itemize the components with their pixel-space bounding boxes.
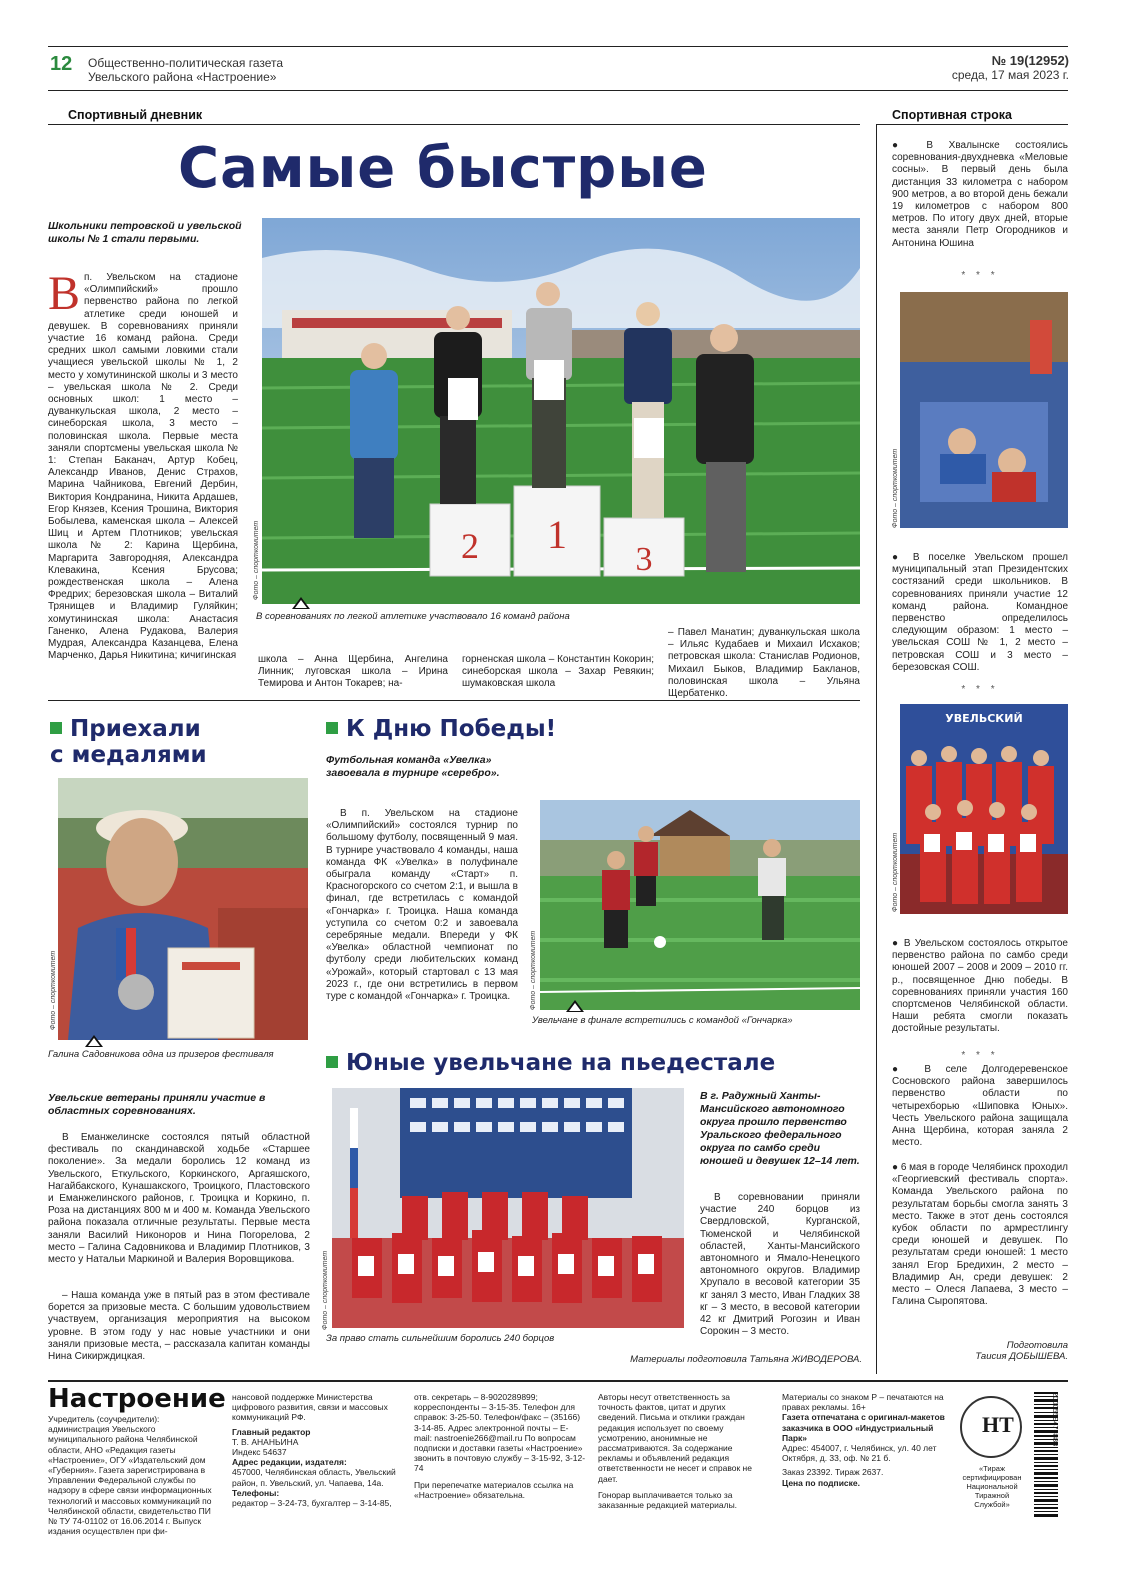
victory-photo-caption: Увельчане в финале встретились с командой «Гончарка» bbox=[532, 1015, 793, 1026]
tirazh-stamp-text: «Тираж сертифицирован Национальной Тиражной Службой» bbox=[962, 1464, 1022, 1509]
pedestal-article-author: Материалы подготовила Татьяна ЖИВОДЕРОВА. bbox=[630, 1354, 862, 1365]
sidebar-item-5: ● 6 мая в городе Челябинск проходил «Георгиевский фестиваль спорта». Команда Увельского района по результатам борьбы смогла занять 3 место. Также в этот день состоялся кубок области по армрестлингу среди юношей и девушек. По результатам среди юношей: 1 место занял Егор Бредихин, 2 место – Владимир Ан, среди девушек: 2 место – Олеся Лапаева, 3 место – Галина Сыропятова. bbox=[892, 1162, 1068, 1308]
section-rule-right bbox=[876, 124, 1068, 125]
section-square-icon bbox=[326, 722, 338, 734]
pedestal-article-body: В соревновании приняли участие 240 борцов из Свердловской, Курганской, Тюменской и Челябинской областей, Ханты-Мансийского автономного и Ямало-Ненецкого автономного округов. Владимир Хрупало в весовой категории 35 кг занял 3 место, Иван Гладких 38 кг – 3 место, в весовой категории 42 кг Дмитрий Рогозин и Иван Сорокин – 3 место. bbox=[700, 1192, 860, 1338]
footer-phones-label: Телефоны: bbox=[232, 1487, 280, 1498]
main-article-lead: Школьники петровской и увельской школы № 1 стали первыми. bbox=[48, 220, 242, 245]
paper-line-2: Увельского района «Настроение» bbox=[88, 70, 277, 84]
footer-ministry: нансовой поддержке Министерства цифрового развития, связи и массовых коммуникаций РФ. bbox=[232, 1392, 388, 1423]
pedestal-photo-credit: Фото – спорткомитет bbox=[322, 1250, 329, 1330]
sidebar-vertical-rule bbox=[876, 124, 877, 1374]
footer-founders: Учредитель (соучредители): администрация Увельского муниципального района Челябинской области, АНО «Редакция газеты «Настроение», ОГУ «Издательский дом «Губерния». Газета зарегистрирована в Управлении Федеральной службы по надзору в сфере связи информационных технологий и массовых коммуникаций по Челябинской области, свидетельство ПИ № ТУ 74-01102 от 16.06.2014 г. Выпуск издания осуществлен при фи- bbox=[48, 1414, 212, 1537]
pedestal-article-title bbox=[326, 1050, 775, 1076]
football-photo-illustration bbox=[540, 800, 860, 1010]
issue-info bbox=[952, 54, 1069, 82]
footer-responsibility: Авторы несут ответственность за точность фактов, цитат и других сведений. Письма и отклики граждан редакция использует по своему усмотрению, анонимные не рассматриваются. За содержание рекламы и объявлений редакция ответственности не несет и справок не дает. bbox=[598, 1392, 752, 1484]
main-article-col3: горненская школа – Константин Кокорин; синеборская школа – Захар Ревякин; шумаковская школа bbox=[462, 654, 654, 690]
sidebar-separator-2: * * * bbox=[961, 684, 999, 695]
dropcap: В bbox=[48, 267, 81, 320]
sidebar-photo-1 bbox=[900, 292, 1068, 528]
tirazh-stamp-icon: НТ bbox=[960, 1396, 1022, 1458]
medals-article-photo bbox=[58, 778, 308, 1040]
sambo-banner-photo-illustration bbox=[900, 704, 1068, 914]
footer-index: Индекс 54637 bbox=[232, 1447, 287, 1458]
sidebar-photo-1-credit: Фото – спорткомитет bbox=[892, 448, 899, 528]
footer-phones: редактор – 3-24-73, бухгалтер – 3-14-85, bbox=[232, 1498, 392, 1509]
sidebar-item-1: ● В Хвалынске состоялись соревнования-двухдневка «Меловые сосны». В первый день была дистанция 33 километра с набором 900 метров, а во второй день бежали 19 километров с набором 800 метров. По итогу двух дней, вторые места заняли Петр Огородников и Антонина Юшина bbox=[892, 140, 1068, 249]
sidebar-item-4: ● В селе Долгодеревенское Сосновского района завершилось первенство области по четырехборью «Шиповка Юных». Честь Увельского района защищала Анна Щербина, которая заняла 2 место. bbox=[892, 1064, 1068, 1149]
footer-editor-name: Т. В. АНАНЬИНА bbox=[232, 1436, 299, 1447]
paper-line-1: Общественно-политическая газета bbox=[88, 56, 284, 70]
header-bottom-rule bbox=[48, 90, 1068, 91]
page-number: 12 bbox=[50, 53, 73, 75]
svg-text:2: 2 bbox=[461, 526, 479, 566]
footer-fee-note: Гонорар выплачивается только за заказанные редакцией материалы. bbox=[598, 1489, 738, 1511]
main-article-col2: школа – Анна Щербина, Ангелина Линник; луговская школа – Ирина Темирова и Антон Токарев; на- bbox=[258, 654, 448, 690]
footer-editor-label: Главный редактор bbox=[232, 1426, 311, 1437]
podium-photo-illustration bbox=[262, 218, 860, 604]
medals-photo-credit: Фото – спорткомитет bbox=[50, 950, 57, 1030]
sambo-team-photo-illustration bbox=[332, 1088, 684, 1328]
pedestal-article-lead: В г. Радужный Ханты-Мансийского автономного округа прошло первенство Уральского федерального округа по самбо среди юношей и девушек 12–14 лет. bbox=[700, 1090, 860, 1167]
victory-photo-marker bbox=[566, 1000, 584, 1012]
svg-text:3: 3 bbox=[635, 541, 653, 578]
medals-article-p2: – Наша команда уже в пятый раз в этом фестивале борется за призовые места. С большим удовольствием участвуем, организация мероприятия на высоком уровне. В этом году у нас новые участники и они заняли призовые места, – рассказала капитан команды Нина Сикирждицкая. bbox=[48, 1290, 310, 1363]
section-rule-left bbox=[48, 124, 860, 125]
footer-contacts: отв. секретарь – 8-9020289899; корреспонденты – 3-15-35. Телефон для справок: 3-25-50. Телефон/факс – (35166) 3-14-85. Адрес электронной почты – E-mail: nastroenie266@mail.ru По вопросам подписки и доставки газеты «Настроение» звонить в почтовую службу – 3-15-92, 3-12-74 bbox=[414, 1392, 586, 1474]
barcode-number: 2000559478888 bbox=[1051, 1392, 1060, 1447]
main-photo-marker bbox=[292, 597, 310, 609]
main-photo-credit: Фото – спорткомитет bbox=[253, 520, 260, 600]
footer-reprint-note: При перепечатке материалов ссылка на «Настроение» обязательна. bbox=[414, 1479, 574, 1500]
medals-article-lead: Увельские ветераны приняли участие в областных соревнованиях. bbox=[48, 1092, 266, 1117]
victory-article-lead: Футбольная команда «Увелка» завоевала в турнире «серебро». bbox=[326, 754, 500, 779]
footer-col3 bbox=[414, 1392, 586, 1500]
sidebar-separator-1: * * * bbox=[961, 270, 999, 281]
footer-col4 bbox=[598, 1392, 758, 1510]
main-article-col1-text: п. Увельском на стадионе «Олимпийский» прошло первенство района по легкой атлетике среди юношей и девушек. В соревнованиях приняли участие 16 команд района. Среди средних школ самыми ловкими стали учащиеся увельской школы № 1, 2 место у хомутининской школы и 3 место – увельская школа № 2. Среди основных школ: 1 место – дуванкульская школа, 2 место – синеборская школа, 3 место – половинская школа. Первые места заняли спортсмены увельская школа № 1: Степан Баканач, Артур Кобец, Александр Иванов, Денис Страхов, Марина Чайникова, Евгений Дербин, Виктория Кондранина, Никита Ардашев, Егор Князев, Ксения Трошина, Виктория Бобылева, каменская школа – Алексей Шиц и Артем Плотников; увельская школа № 2: Карина Щербина, Маргарита Завгородняя, Александра Клевакина, Ксения Брусова; рождественская школа – Алена Фредрих; березовская школа – Виталий Трянищев и Владимир Гуляйкин; хомутининская школа: Анастасия Ганенко, Алена Рудакова, Валерия Мудрая, Александра Казанцева, Елена Марченко, Дарья Никитина; кичигинская bbox=[48, 272, 238, 662]
main-article-photo bbox=[262, 218, 860, 604]
sidebar-item-3: ● В Увельском состоялось открытое первенство района по самбо среди юношей 2007 – 2008 и 2009 – 2010 гг. р., посвященное Дню победы. В соревнованиях приняли участия 160 спортсменов Челябинской области. Наши ребята смогли показать достойные результаты. bbox=[892, 938, 1068, 1035]
section-square-icon bbox=[326, 1056, 338, 1068]
pedestal-article-photo bbox=[332, 1088, 684, 1328]
section-label-right: Спортивная строка bbox=[892, 108, 1012, 122]
medals-photo-caption: Галина Садовникова одна из призеров фестиваля bbox=[48, 1049, 274, 1060]
footer-col5 bbox=[782, 1392, 954, 1488]
main-article-col4: – Павел Манатин; дуванкульская школа – Ильяс Кудабаев и Михаил Исхаков; петровская школа: Станислав Родионов, Михаил Быков, Владимир Бакланов, половинская школа – Ульяна Щербатенко. bbox=[668, 627, 860, 700]
medals-article-p1: В Еманжелинске состоялся пятый областной фестиваль по скандинавской ходьбе «Старшее поколение». За медали боролись 12 команд из Увельского, Еткульского, Коркинского, Аргаяшского, Нагайбакского, Кунашакского, Троицкого, Пластовского и Еманжелинского районов, г. Троицка и Коркино, п. Роза на дистанциях 800 м и 400 м. Команда Увельского района показала отличные результаты. Первые места заняли Василий Никоноров и Нина Погорелова, 2 место – Галина Садовникова и Владимир Плотников, 3 место у Натальи Маркиной и Валерия Воровщикова. bbox=[48, 1132, 310, 1266]
issue-date: среда, 17 мая 2023 г. bbox=[951, 68, 1069, 82]
footer-ads-note: Материалы со знаком Р – печатаются на правах рекламы. 16+ bbox=[782, 1392, 944, 1413]
medals-title-line1: Приехали bbox=[70, 716, 201, 742]
victory-photo-credit: Фото – спорткомитет bbox=[530, 930, 537, 1010]
footer-printing: Газета отпечатана с оригинал-макетов заказчика в ООО «Индустриальный Парк» bbox=[782, 1412, 945, 1443]
pedestal-photo-caption: За право стать сильнейшим боролись 240 борцов bbox=[326, 1333, 555, 1344]
footer-printer-address: Адрес: 454007, г. Челябинск, ул. 40 лет Октября, д. 33, оф. № 21 б. bbox=[782, 1443, 937, 1464]
victory-title-text: К Дню Победы! bbox=[346, 716, 557, 742]
footer-col2 bbox=[232, 1392, 396, 1508]
svg-text:1: 1 bbox=[547, 512, 567, 557]
section-square-icon bbox=[50, 722, 62, 734]
main-article-col1 bbox=[48, 267, 238, 692]
mid-rule bbox=[48, 700, 860, 701]
sidebar-author-line1: Подготовила bbox=[1006, 1340, 1068, 1351]
victory-article-photo bbox=[540, 800, 860, 1010]
barcode-icon bbox=[1034, 1392, 1066, 1520]
wrestling-photo-illustration bbox=[900, 292, 1068, 528]
pedestal-title-text: Юные увельчане на пьедестале bbox=[346, 1050, 776, 1076]
paper-description bbox=[88, 56, 283, 84]
banner-text: УВЕЛЬСКИЙ bbox=[945, 712, 1023, 725]
issue-number: № 19(12952) bbox=[991, 53, 1069, 68]
main-article-title: Самые быстрые bbox=[178, 136, 708, 201]
sidebar-photo-2-credit: Фото – спорткомитет bbox=[892, 832, 899, 912]
footer-address-label: Адрес редакции, издателя: bbox=[232, 1457, 347, 1468]
medals-article-title bbox=[50, 716, 207, 768]
section-label-left: Спортивный дневник bbox=[68, 108, 203, 122]
medals-photo-marker bbox=[85, 1035, 103, 1047]
sidebar-photo-2 bbox=[900, 704, 1068, 914]
sidebar-separator-3: * * * bbox=[961, 1050, 999, 1061]
sidebar-author-line2: Таисия ДОБЫШЕВА. bbox=[975, 1351, 1068, 1362]
sidebar-author bbox=[892, 1340, 1068, 1362]
footer-order: Заказ 23392. Тираж 2637. bbox=[782, 1467, 884, 1478]
victory-article-body: В п. Увельском на стадионе «Олимпийский» состоялся турнир по большому футболу, посвященный 9 мая. В турнире участвовало 4 команды, наша команда ФК «Увелка» в полуфинале обыграла команду «Старт» п. Красногорского со счетом 2:1, и вышла в финал, где встретилась с командой «Гончарка» г. Троицка. Наша команда уступила со счетом 0:2 и завоевала серебряные медали. Впереди у ФК «Увелка» областной чемпионат по футболу среди любительских команд «Урожай», который стартовал с 13 мая 2023 г., где они встретились в первом туре с командой «Гончарка» г. Троицка. bbox=[326, 808, 518, 1003]
sidebar-item-2: ● В поселке Увельском прошел муниципальный этап Президентских состязаний среди школьников. В соревнованиях приняли участие 12 команд района. Командное первенство определилось следующим образом: 1 место – увельская СОШ № 1, 2 место – петровская СОШ и 3 место – березовская СОШ. bbox=[892, 552, 1068, 673]
veteran-photo-illustration bbox=[58, 778, 308, 1040]
victory-article-title bbox=[326, 716, 556, 742]
medals-title-line2: с медалями bbox=[50, 742, 207, 768]
footer-address: 457000, Челябинская область, Увельский район, п. Увельский, ул. Чапаева, 14а. bbox=[232, 1467, 396, 1488]
footer-masthead: Настроение bbox=[48, 1384, 226, 1414]
footer-top-rule bbox=[48, 1380, 1068, 1382]
header-top-rule bbox=[48, 46, 1068, 47]
footer-price: Цена по подписке. bbox=[782, 1477, 860, 1488]
main-photo-caption: В соревнованиях по легкой атлетике участвовало 16 команд района bbox=[256, 611, 570, 622]
